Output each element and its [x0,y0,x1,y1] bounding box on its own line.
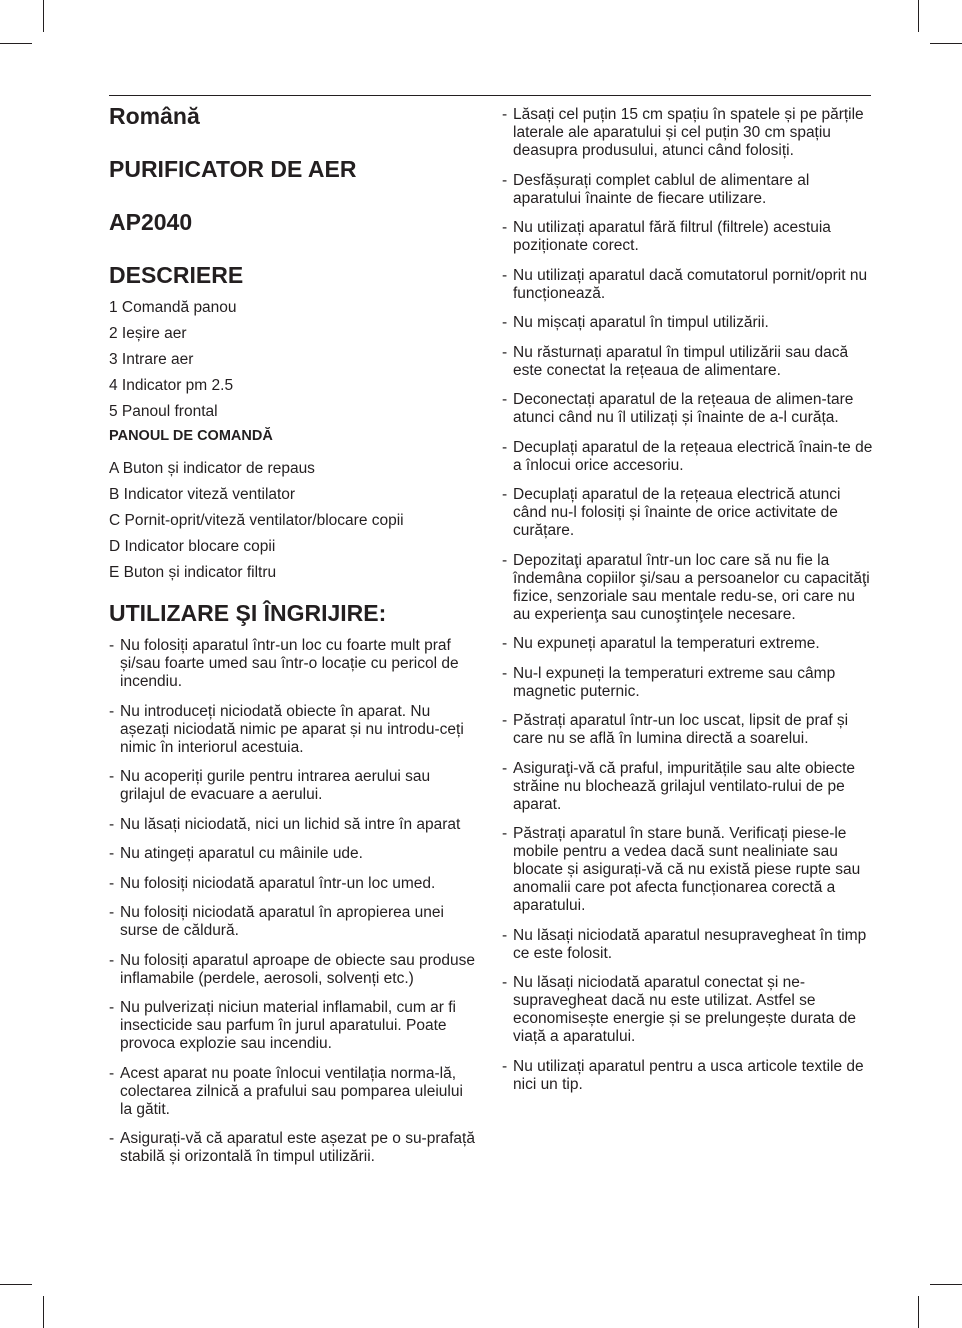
crop-mark-bottom-right-horizontal [930,1284,962,1285]
control-panel-list [109,456,479,586]
list-item: - Nu pulverizați niciun material inflamabil, cum ar fi insecticide sau parfum în jurul aparatului. Poate provoca explozie sau incendiu. [109,999,479,1053]
list-item: - Lăsați cel puțin 15 cm spațiu în spatele și pe părțile laterale ale aparatului și cel puțin 30 cm spațiu deasupra produsului, atunci când folosiți. [502,106,874,160]
list-item: 4 Indicator pm 2.5 [109,377,234,394]
list-item: - Asiguraţi-vă că praful, impuritățile sau alte obiecte străine nu blochează grilajul ventilato-rului de pe aparat. [502,760,874,814]
list-item: - Nu introduceți niciodată obiecte în aparat. Nu așezați niciodată nimic pe aparat și nu introdu-ceți nimic în interiorul acestuia. [109,703,479,757]
usage-care-heading: UTILIZARE ŞI ÎNGRIJIRE: [109,600,387,626]
safety-list-right [502,106,874,1094]
list-item: - Nu folosiți aparatul aproape de obiecte sau produse inflamabile (perdele, aerosoli, solvenți etc.) [109,952,479,988]
list-item: - Decuplați aparatul de la rețeaua electrică înain-te de a înlocui orice accesoriu. [502,439,874,475]
list-item: - Nu expuneți aparatul la temperaturi extreme. [502,635,874,653]
safety-list-left [109,637,479,1166]
list-item: - Acest aparat nu poate înlocui ventilația norma-lă, colectarea zilnică a prafului sau pomparea uleiului la gătit. [109,1065,479,1119]
crop-mark-top-left-vertical [43,0,44,32]
crop-mark-top-right-horizontal [930,43,962,44]
list-item: - Decuplați aparatul de la rețeaua electrică atunci când nu-l folosiți și înainte de orice activitate de curățare. [502,486,874,540]
control-panel-heading: PANOUL DE COMANDĂ [109,428,273,444]
list-item: - Nu utilizați aparatul fără filtrul (filtrele) acestuia poziționate corect. [502,219,874,255]
list-item: E Buton și indicator filtru [109,564,277,581]
crop-mark-bottom-right-vertical [918,1296,919,1328]
list-item: - Depozitaţi aparatul într-un loc care să nu fie la îndemâna copiilor şi/sau a persoanelor cu capacităţi fizice, senzoriale sau mentale redu-se, ori care nu au experienţa sau cunoştinţele necesare. [502,552,874,624]
list-item: - Nu atingeți aparatul cu mâinile ude. [109,845,479,863]
list-item: - Nu lăsați niciodată, nici un lichid să intre în aparat [109,816,479,834]
parts-list [109,295,479,425]
list-item: - Asigurați-vă că aparatul este așezat pe o su-prafață stabilă și orizontală în timpul utilizării. [109,1130,479,1166]
list-item: 2 Ieșire aer [109,325,187,342]
list-item: - Nu-l expuneți la temperaturi extreme sau câmp magnetic puternic. [502,665,874,701]
list-item: 1 Comandă panou [109,299,237,316]
model-number: AP2040 [109,209,193,235]
crop-mark-bottom-left-vertical [43,1296,44,1328]
list-item: - Nu mișcați aparatul în timpul utilizării. [502,314,874,332]
left-column [109,101,479,1178]
list-item: - Nu răsturnați aparatul în timpul utilizării sau dacă este conectat la rețeaua de alimentare. [502,344,874,380]
list-item: - Deconectați aparatul de la rețeaua de alimen-tare atunci când nu îl utilizați și înainte de a-l curăța. [502,391,874,427]
list-item: - Nu folosiți niciodată aparatul în apropierea unei surse de căldură. [109,904,479,940]
list-item: - Păstrați aparatul într-un loc uscat, lipsit de praf și care nu se află în lumina directă a soarelui. [502,712,874,748]
list-item: - Nu utilizați aparatul pentru a usca articole textile de nici un tip. [502,1058,874,1094]
header-rule [109,95,871,96]
list-item: - Desfășurați complet cablul de alimentare al aparatului înainte de fiecare utilizare. [502,172,874,208]
list-item: C Pornit-oprit/viteză ventilator/blocare copii [109,512,404,529]
crop-mark-top-left-horizontal [0,43,32,44]
crop-mark-bottom-left-horizontal [0,1284,32,1285]
list-item: - Păstrați aparatul în stare bună. Verificați piese-le mobile pentru a vedea dacă sunt nealiniate sau blocate și asigurați-vă că nu există piese rupte sau anomalii care pot afecta funcționarea corectă a aparatului. [502,825,874,915]
list-item: - Nu acoperiți gurile pentru intrarea aerului sau grilajul de evacuare a aerului. [109,768,479,804]
list-item: B Indicator viteză ventilator [109,486,296,503]
language-heading: Română [109,103,200,129]
list-item: - Nu folosiți niciodată aparatul într-un loc umed. [109,875,479,893]
product-title: PURIFICATOR DE AER [109,156,357,182]
list-item: 5 Panoul frontal [109,403,218,420]
list-item: - Nu lăsați niciodată aparatul nesupravegheat în timp ce este folosit. [502,927,874,963]
crop-mark-top-right-vertical [918,0,919,32]
list-item: - Nu utilizați aparatul dacă comutatorul pornit/oprit nu funcționează. [502,267,874,303]
list-item: A Buton și indicator de repaus [109,460,315,477]
list-item: - Nu lăsați niciodată aparatul conectat și ne-supravegheat dacă nu este utilizat. Astfel se economisește energie și se prelungește durata de viață a aparatului. [502,974,874,1046]
right-column [502,106,874,1105]
description-heading: DESCRIERE [109,262,244,288]
list-item: 3 Intrare aer [109,351,194,368]
list-item: - Nu folosiți aparatul într-un loc cu foarte mult praf și/sau foarte umed sau într-o locație cu pericol de incendiu. [109,637,479,691]
list-item: D Indicator blocare copii [109,538,276,555]
